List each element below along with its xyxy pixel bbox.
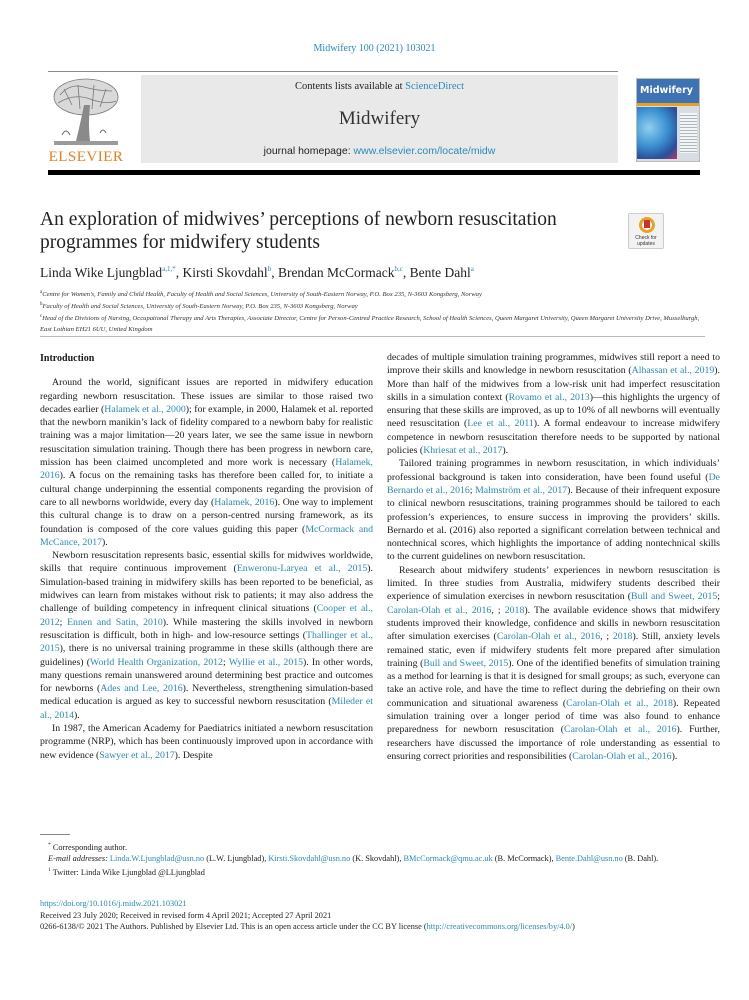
elsevier-tree-icon [50, 75, 122, 147]
paragraph: Around the world, significant issues are reported in midwifery education regarding newborn resuscitation. These issues are similar to those raised two decades earlier (Halamek et al., 2000); for example, in 2000, Halamek et al. reported that the newborn manikin’s lack of fidelity compared to a newborn baby for realistic training was a major limitation—20 years later, we see the same issue in newborn resuscitation simulation training. Though there has been progress in newborn care, mission has been claimed uncompleted and more work is necessary (Halamek, 2016). A focus on the remaining tasks has therefore been called for, to initiate a cultural change underpinning the essential components regarding the provision of care to all newborns worldwide, every day (Halamek, 2016). One way to implement this cultural change is to draw on a person-centred nursing framework, as its foundation is composed of the core values guiding this paper (McCormack and McCance, 2017). [40, 377, 374, 548]
article-history: Received 23 July 2020; Received in revised form 4 April 2021; Accepted 27 April 2021 [40, 910, 332, 920]
footnote-divider [40, 834, 70, 835]
author-list: Linda Wike Ljungblad$^{a,1,*}$, Kirsti Skovdahl$^b$, Brendan McCormack$^{b,c}$, Bente Dahl$^a$ [40, 265, 474, 280]
citation-link[interactable]: Sawyer et al., 2017 [99, 749, 175, 761]
citation-link[interactable]: Ades and Lee, 2016 [100, 683, 183, 695]
sciencedirect-link[interactable]: ScienceDirect [405, 81, 465, 92]
header-thick-divider [48, 170, 700, 175]
article-meta [40, 898, 705, 933]
contents-line [141, 81, 618, 92]
citation-link[interactable]: Carolan-Olah et al., 2016 [496, 631, 601, 643]
journal-citation[interactable]: Midwifery 100 (2021) 103021 [313, 43, 436, 54]
footnotes [40, 840, 705, 878]
citation-link[interactable]: Enweronu-Laryea et al., 2015 [236, 563, 368, 575]
contents-prefix: Contents lists available at [294, 81, 406, 92]
citation-link[interactable]: Malmström et al., 2017 [475, 484, 568, 496]
citation-link[interactable]: Halamek, 2016 [40, 457, 373, 482]
citation-link[interactable]: Carolan-Olah et al., 2016 [387, 604, 492, 616]
check-updates-label: Check for updates [635, 235, 657, 247]
paragraph: Newborn resuscitation represents basic, essential skills for midwives worldwide, skills that require continuous improvement (Enweronu-Laryea et al., 2015). Simulation-based training in midwifery skills has been reported to be beneficial, as midwives can learn from mistakes without risk to patients; it may also address the challenge of building competency in infrequent clinical situations (Cooper et al., 2012; Ennen and Satin, 2010). While mastering the skills involved in newborn resuscitation is difficult, both in high- and low-resource settings (Thallinger et al., 2015), there is no universal training programme in these skills (although there are guidelines) (World Health Organization, 2012; Wyllie et al., 2015). In other words, many questions remain unanswered around determining best practice and outcomes for newborns (Ades and Lee, 2016). Nevertheless, strengthening simulation-based medical education is argued as key to successful newborn resuscitation (Mileder et al., 2014). [40, 550, 374, 721]
paragraph: In 1987, the American Academy for Paediatrics initiated a newborn resuscitation programme (NRP), which has been continuously improved upon in accordance with new evidence (Sawyer et al., 2017). Despite [40, 723, 373, 761]
citation-link[interactable]: Halamek, 2016 [214, 496, 275, 508]
paragraph: Research about midwifery students’ experiences in newborn resuscitation is limited. In three studies from Australia, midwifery students described their experience of simulation exercises in newborn resuscitation (Bull and Sweet, 2015; Carolan-Olah et al., 2016, ; 2018). The available evidence shows that midwifery students improved their knowledge, confidence and skills in newborn resuscitation after simulation exercises (Carolan-Olah et al., 2016, ; 2018). Still, anxiety levels remained static, even if midwifery students felt more prepared after simulation training (Bull and Sweet, 2015). One of the identified benefits of simulation training as a method for learning is that it is designed for small groups; as such, everyone can take an active role, and have the time to reflect during the debriefing on their own communication and situational awareness (Carolan-Olah et al., 2018). Repeated simulation training over a longer period of time was also found to enhance preparedness for newborn resuscitation (Carolan-Olah et al., 2016). Further, researchers have discussed the importance of role understanding as essential to ensuring correct priorities and responsibilities (Carolan-Olah et al., 2016). [387, 564, 721, 762]
citation-link[interactable]: Thallinger et al., 2015 [40, 629, 373, 655]
cover-title: Midwifery [640, 85, 693, 96]
section-heading: Introduction [40, 353, 95, 364]
citation-link[interactable]: Carolan-Olah et al., 2016 [572, 750, 672, 762]
citation-link[interactable]: Alhassan et al., 2019 [631, 365, 715, 377]
journal-homepage-link[interactable]: www.elsevier.com/locate/midw [353, 145, 496, 157]
author-marks[interactable]: b,c [394, 265, 403, 273]
email-link[interactable]: BMcCormack@qmu.ac.uk [403, 854, 493, 864]
citation-link[interactable]: Mileder et al., 2014 [40, 696, 373, 721]
author-name[interactable]: Bente Dahl [409, 265, 471, 280]
citation-link[interactable]: Ennen and Satin, 2010 [67, 616, 163, 628]
affiliation: $^b$Faculty of Health and Social Sciences, University of South-Eastern Norway, P.O. Box 235, N-3603 Kongsberg, Norway [40, 302, 358, 311]
copyright-line: 0266-6138/© 2021 The Authors. Published by Elsevier Ltd. This is an open access article under the CC BY license (http://creativecommons.org/licenses/by/4.0/) [40, 922, 575, 931]
twitter-note: $^1$ Twitter: Linda Wike Ljungblad @LLjungblad [48, 866, 205, 877]
elsevier-wordmark: ELSEVIER [48, 149, 124, 165]
elsevier-logo [48, 75, 124, 167]
citation-link[interactable]: Rovamo et al., 2013 [508, 391, 590, 403]
body-divider [40, 336, 705, 337]
citation-link[interactable]: Bull and Sweet, 2015 [423, 657, 509, 669]
author-marks[interactable]: b [267, 265, 272, 273]
citation-link[interactable]: De Bernardo et al., 2016 [387, 471, 720, 496]
affiliation: $^c$Head of the Divisions of Nursing, Occupational Therapy and Arts Therapies, Associate Director, Centre for Person-Centred Practice Research, School of Health Sciences, Queen Margaret University, Queen Margaret University Drive, Musselburgh, East Lothian EH21 6UU, United Kingdom [40, 314, 700, 333]
citation-link[interactable]: Khriesat et al., 2017 [423, 445, 503, 457]
license-link[interactable]: http://creativecommons.org/licenses/by/4.0/ [426, 922, 573, 931]
homepage-prefix: journal homepage: [263, 145, 354, 157]
citation-link[interactable]: 2018 [504, 604, 525, 616]
citation-link[interactable]: World Health Organization, 2012 [90, 656, 223, 668]
author-name[interactable]: Linda Wike Ljungblad [40, 265, 163, 280]
email-addresses: E-mail addresses: Linda.W.Ljungblad@usn.no (L.W. Ljungblad), Kirsti.Skovdahl@usn.no (K. Skovdahl), BMcCormack@qmu.ac.uk (B. McCormack), Bente.Dahl@usn.no (B. Dahl). [48, 854, 659, 864]
author-name[interactable]: Brendan McCormack [277, 265, 395, 280]
affiliations [40, 288, 700, 335]
journal-name: Midwifery [338, 108, 421, 129]
email-link[interactable]: Linda.W.Ljungblad@usn.no [109, 854, 205, 864]
citation-link[interactable]: 2018 [612, 631, 633, 643]
author-name[interactable]: Kirsti Skovdahl [182, 265, 268, 280]
citation-link[interactable]: Halamek et al., 2000 [104, 403, 186, 415]
citation-link[interactable]: Carolan-Olah et al., 2018 [566, 697, 673, 709]
left-column [40, 352, 373, 762]
doi-link[interactable]: https://doi.org/10.1016/j.midw.2021.103021 [40, 899, 187, 908]
author-marks[interactable]: a,1,* [162, 265, 176, 273]
bookmark-icon [639, 217, 655, 233]
citation-link[interactable]: Cooper et al., 2012 [40, 603, 373, 628]
affiliation: $^a$Centre for Women’s, Family and Child Health, Faculty of Health and Social Sciences, University of South-Eastern Norway, P.O. Box 235, N-3603 Kongsberg, Norway [40, 290, 482, 299]
header-divider [48, 71, 618, 72]
article-title: An exploration of midwives’ perceptions of newborn resuscitation programmes for midwifery students [40, 209, 557, 253]
author-marks[interactable]: a [470, 265, 474, 273]
corresponding-author-note: * Corresponding author. [48, 842, 128, 852]
email-link[interactable]: Kirsti.Skovdahl@usn.no [268, 854, 351, 864]
paragraph: Tailored training programmes in newborn resuscitation, in which individuals’ professional background is taken into consideration, have been found useful (De Bernardo et al., 2016; Malmström et al., 2017). Because of their infrequent exposure to clinical newborn resuscitations, training programmes should be tailored to each profession’s experiences, to ensure success in improving the providers’ skills. Bernardo et al. (2016) also reported a significant correlation between technical and nontechnical scores, which highlights the importance of adding nontechnical skills to the current guidelines on newborn resuscitation. [387, 458, 721, 563]
citation-link[interactable]: McCormack and McCance, 2017 [40, 523, 373, 548]
journal-header-box [141, 75, 618, 163]
citation-link[interactable]: Carolan-Olah et al., 2016 [564, 724, 677, 736]
check-for-updates-badge[interactable] [628, 213, 664, 249]
citation-link[interactable]: Lee et al., 2011 [467, 418, 534, 430]
journal-cover-image [636, 78, 700, 162]
journal-homepage-line [141, 145, 618, 157]
right-column [387, 351, 720, 763]
citation-link[interactable]: Bull and Sweet, 2015 [631, 591, 718, 603]
paragraph-continued: decades of multiple simulation training programmes, midwives still report a need to improve their skills and knowledge in newborn resuscitation (Alhassan et al., 2019). More than half of the midwives from a low-risk unit had imperfect resuscitation skills in a simulation context (Rovamo et al., 2013)—this highlights the urgency of ensuring that these skills are improved, as up to 10% of all newborns will eventually need resuscitation (Lee et al., 2011). A formal endeavour to increase midwifery competence in newborn resuscitation therefore needs to be supported by national policies (Khriesat et al., 2017). [387, 352, 720, 457]
email-link[interactable]: Bente.Dahl@usn.no [555, 854, 623, 864]
citation-link[interactable]: Wyllie et al., 2015 [228, 656, 304, 668]
